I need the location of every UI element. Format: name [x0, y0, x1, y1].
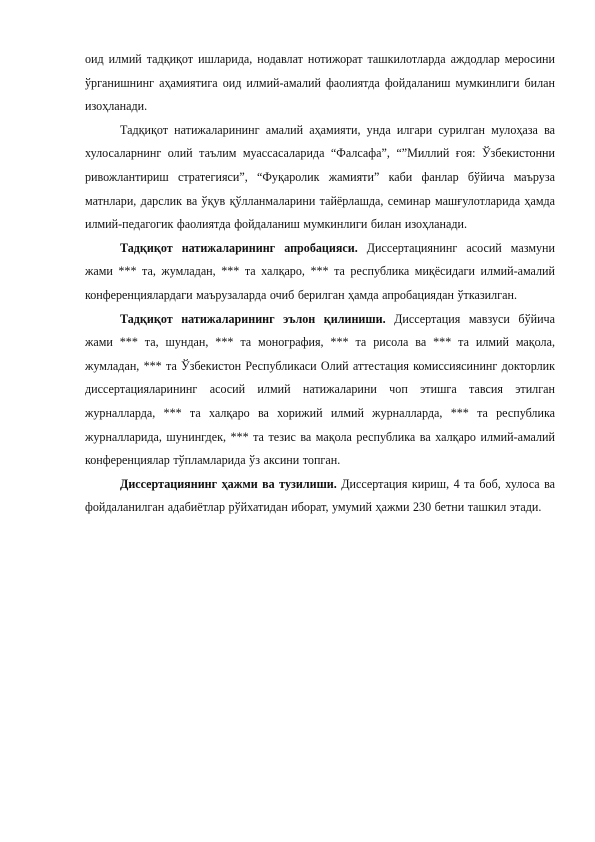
- paragraph-text: Диссертация кириш, 4 та боб, хулоса ва фойдаланилган адабиётлар рўйхатидан иборат, умумий ҳажми 230 бетни ташкил этади.: [85, 476, 555, 515]
- paragraph-heading: Диссертациянинг ҳажми ва тузилиши.: [120, 476, 337, 491]
- paragraph-heading: Тадқиқот натижаларининг апробацияси.: [120, 240, 358, 255]
- paragraph-text: Тадқиқот натижаларининг амалий аҳамияти, унда илгари сурилган мулоҳаза ва хулосаларнинг олий таълим муассасаларида “Фалсафа”, “”Миллий ғоя: Ўзбекистонни ривожлантириш стратегияси”, “Фуқаролик жамияти” каби фанлар бўйича маъруза матнлари, дарслик ва ўқув қўлланмаларини тайёрлашда, семинар машғулотларида ҳамда илмий-педагогик фаолиятда фойдаланиш мумкинлиги билан изоҳланади.: [85, 122, 555, 232]
- paragraph-text: Диссертация мавзуси бўйича жами *** та, шундан, *** та монография, *** та рисола ва *** та илмий мақола, жумладан, *** та Ўзбекистон Республикаси Олий аттестация комиссиясининг докторлик диссертацияларининг асосий илмий натижаларини чоп этишга тавсия этилган журналларда, *** та халқаро ва хорижий илмий журналларда, *** та республика журналларида, шунингдек, *** та тезис ва мақола республика ва халқаро илмий-амалий конференциялар тўпламларида ўз аксини топган.: [85, 311, 556, 468]
- paragraph-approbation: [85, 237, 555, 308]
- paragraph-structure: [85, 473, 555, 520]
- paragraph-text: оид илмий тадқиқот ишларида, нодавлат нотижорат ташкилотларда аждодлар меросини ўрганишнинг аҳамиятига оид илмий-амалий фаолиятда фойдаланиш мумкинлиги билан изоҳланади.: [85, 52, 555, 114]
- document-page: [85, 48, 555, 520]
- paragraph-continuation: [85, 48, 555, 119]
- paragraph-practical-significance: [85, 119, 555, 237]
- paragraph-heading: Тадқиқот натижаларининг эълон қилиниши.: [120, 311, 386, 326]
- paragraph-text: Диссертациянинг асосий мазмуни жами *** та, жумладан, *** та халқаро, *** та республика миқёсидаги илмий-амалий конференциялардаги маърузаларда очиб берилган ҳамда апробациядан ўтказилган.: [85, 240, 555, 302]
- paragraph-publications: [85, 308, 555, 473]
